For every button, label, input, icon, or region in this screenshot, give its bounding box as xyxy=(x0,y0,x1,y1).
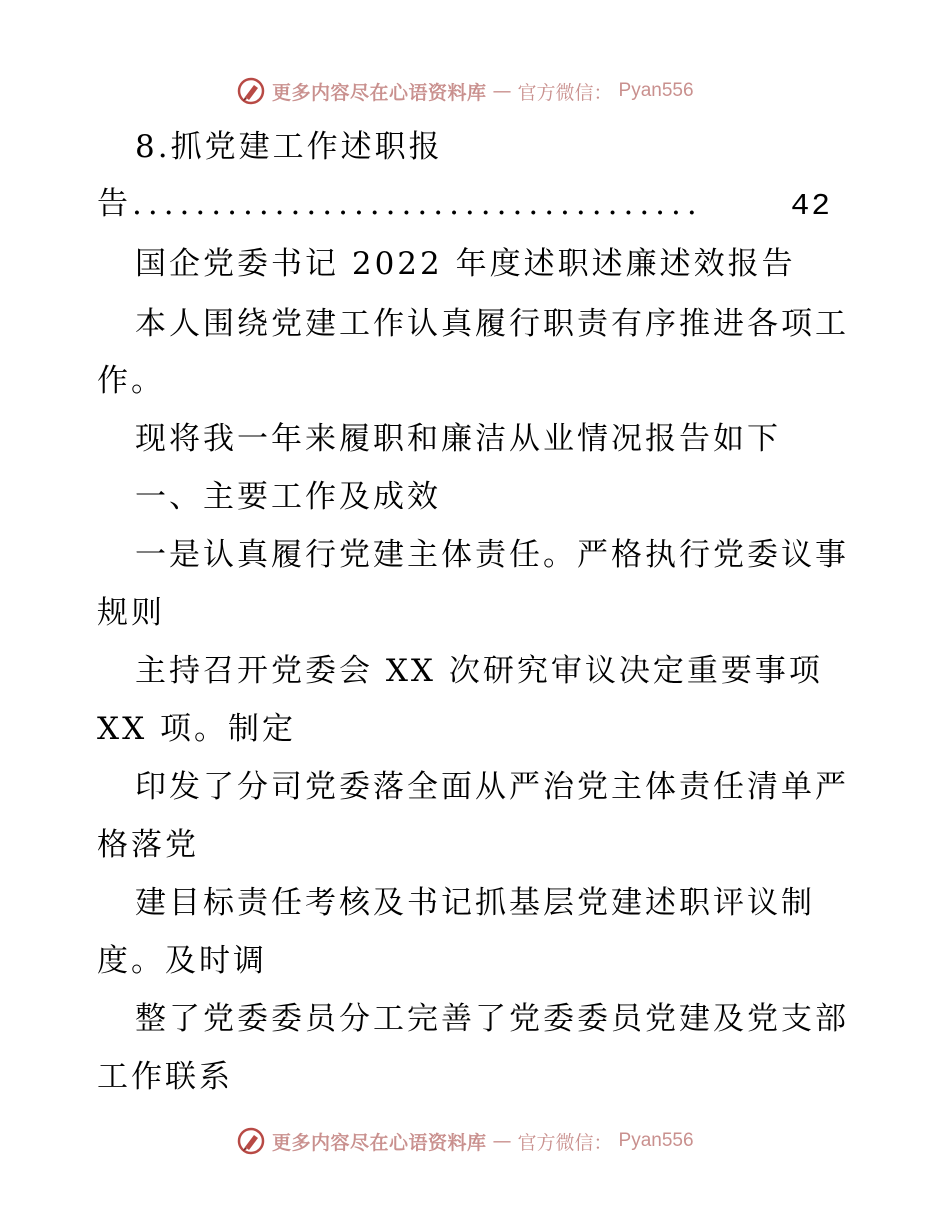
body-line: 印发了分司党委落全面从严治党主体责任清单严 xyxy=(135,769,849,805)
pen-logo-icon xyxy=(236,76,266,106)
body-line: 格落党 xyxy=(97,827,199,863)
body-line: 整了党委委员分工完善了党委委员党建及党支部 xyxy=(135,1001,849,1037)
body-line: XX 项。制定 xyxy=(97,711,296,747)
body-line: 现将我一年来履职和廉洁从业情况报告如下 xyxy=(135,421,781,457)
watermark-footer xyxy=(236,1123,694,1159)
watermark-wechat-label: 官方微信： xyxy=(517,81,613,104)
watermark-separator: — xyxy=(492,80,512,102)
watermark-text: 更多内容尽在心语资料库 xyxy=(272,1131,487,1154)
section-heading: 一、主要工作及成效 xyxy=(135,479,441,515)
watermark-separator: — xyxy=(492,1130,512,1152)
toc-entry-row xyxy=(97,184,832,224)
watermark-wechat-id: Pyan556 xyxy=(618,1130,694,1151)
watermark-text: 更多内容尽在心语资料库 xyxy=(272,81,487,104)
body-line: 度。及时调 xyxy=(97,943,267,979)
toc-entry-title: 8.抓党建工作述职报 xyxy=(135,129,443,165)
body-line: 建目标责任考核及书记抓基层党建述职评议制 xyxy=(135,885,815,921)
toc-dot-leader: .................................... xyxy=(132,186,703,222)
watermark-wechat-label: 官方微信： xyxy=(517,1131,613,1154)
body-line: 本人围绕党建工作认真履行职责有序推进各项工 xyxy=(135,306,849,342)
pen-logo-icon xyxy=(236,1126,266,1156)
watermark-header xyxy=(236,73,694,109)
toc-entry-title-cont: 告 xyxy=(97,186,128,222)
body-line: 主持召开党委会 XX 次研究审议决定重要事项 xyxy=(135,653,823,689)
report-title: 国企党委书记 2022 年度述职述廉述效报告 xyxy=(135,246,796,282)
body-line: 工作联系 xyxy=(97,1059,233,1095)
toc-page-number: 42 xyxy=(790,189,832,224)
watermark-wechat-id: Pyan556 xyxy=(618,80,694,101)
body-line: 一是认真履行党建主体责任。严格执行党委议事 xyxy=(135,537,849,573)
body-line: 规则 xyxy=(97,595,165,631)
body-line: 作。 xyxy=(97,363,165,399)
